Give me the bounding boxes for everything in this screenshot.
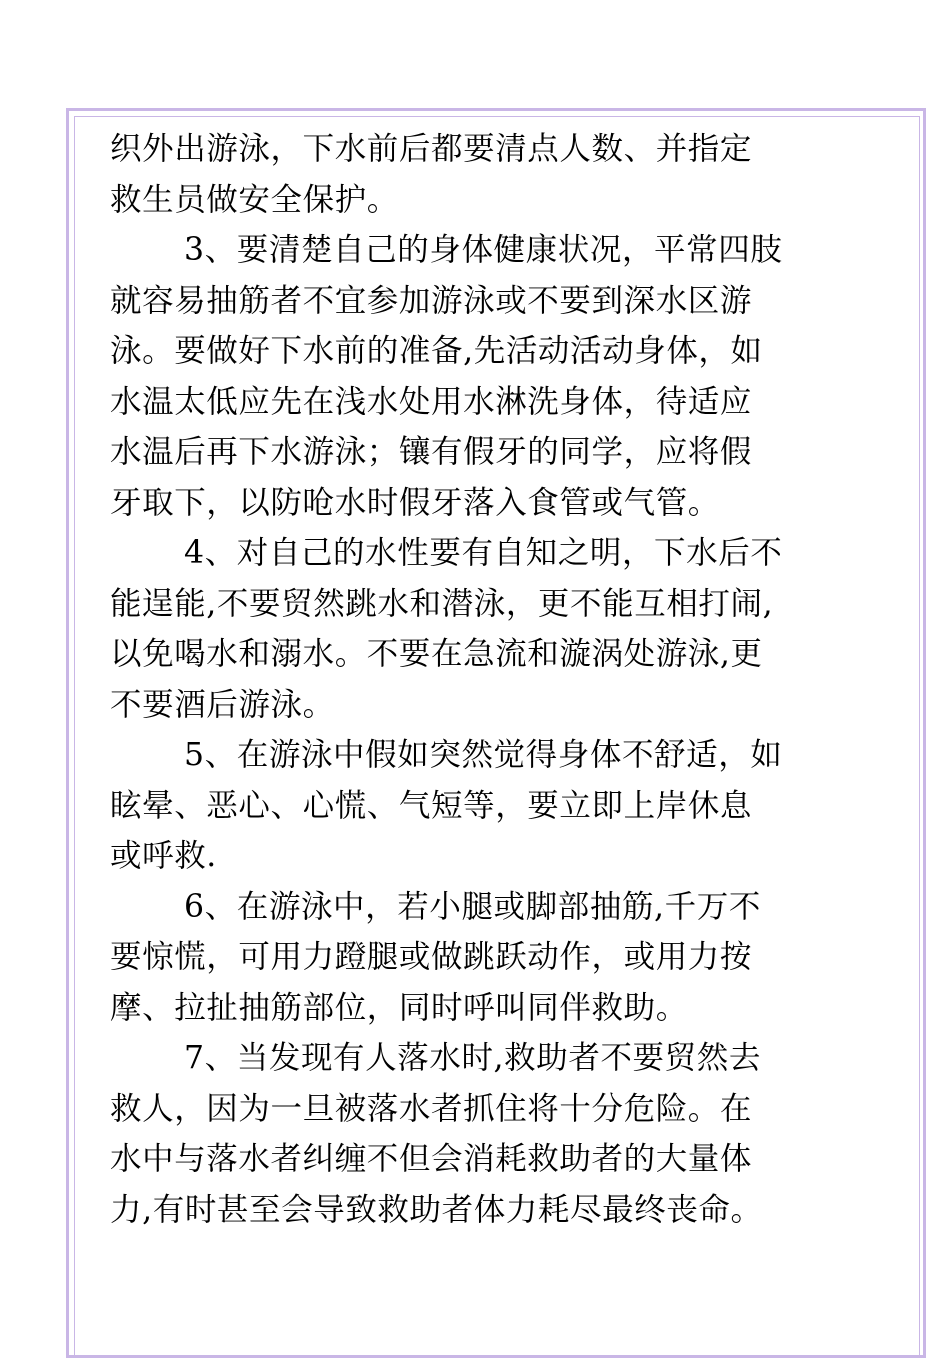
text-line: 或呼救. — [110, 838, 217, 874]
document-body — [110, 124, 850, 1235]
text-line: 要惊慌，可用力蹬腿或做跳跃动作，或用力按 — [110, 939, 753, 975]
paragraph-7-start: 7、当发现有人落水时,救助者不要贸然去 — [184, 1040, 761, 1076]
text-line: 泳。要做好下水前的准备,先活动活动身体，如 — [110, 333, 763, 369]
text-line: 水温太低应先在浅水处用水淋洗身体，待适应 — [110, 383, 753, 420]
text-line: 不要酒后游泳。 — [110, 686, 335, 723]
paragraph-3-start: 3、要清楚自己的身体健康状况，平常四肢 — [184, 232, 783, 268]
text-line: 就容易抽筋者不宜参加游泳或不要到深水区游 — [110, 282, 753, 319]
paragraph-5-start: 5、在游泳中假如突然觉得身体不舒适，如 — [184, 737, 783, 773]
text-line: 水中与落水者纠缠不但会消耗救助者的大量体 — [110, 1141, 753, 1177]
text-line: 救人，因为一旦被落水者抓住将十分危险。在 — [110, 1090, 753, 1127]
paragraph-6-start: 6、在游泳中，若小腿或脚部抽筋,千万不 — [184, 888, 761, 925]
text-line: 水温后再下水游泳；镶有假牙的同学，应将假 — [110, 434, 753, 470]
text-line: 摩、拉扯抽筋部位，同时呼叫同伴救助。 — [110, 989, 688, 1026]
paragraph-4-start: 4、对自己的水性要有自知之明，下水后不 — [184, 535, 783, 571]
text-line: 力,有时甚至会导致救助者体力耗尽最终丧命。 — [110, 1191, 763, 1228]
text-line: 眩晕、恶心、心慌、气短等，要立即上岸休息 — [110, 787, 753, 824]
text-line: 能逞能,不要贸然跳水和潜泳，更不能互相打闹, — [110, 585, 774, 622]
text-line: 以免喝水和溺水。不要在急流和漩涡处游泳,更 — [110, 636, 763, 672]
text-line: 织外出游泳，下水前后都要清点人数、并指定 — [110, 131, 753, 167]
text-line: 救生员做安全保护。 — [110, 181, 399, 218]
text-line: 牙取下，以防呛水时假牙落入食管或气管。 — [110, 484, 720, 521]
